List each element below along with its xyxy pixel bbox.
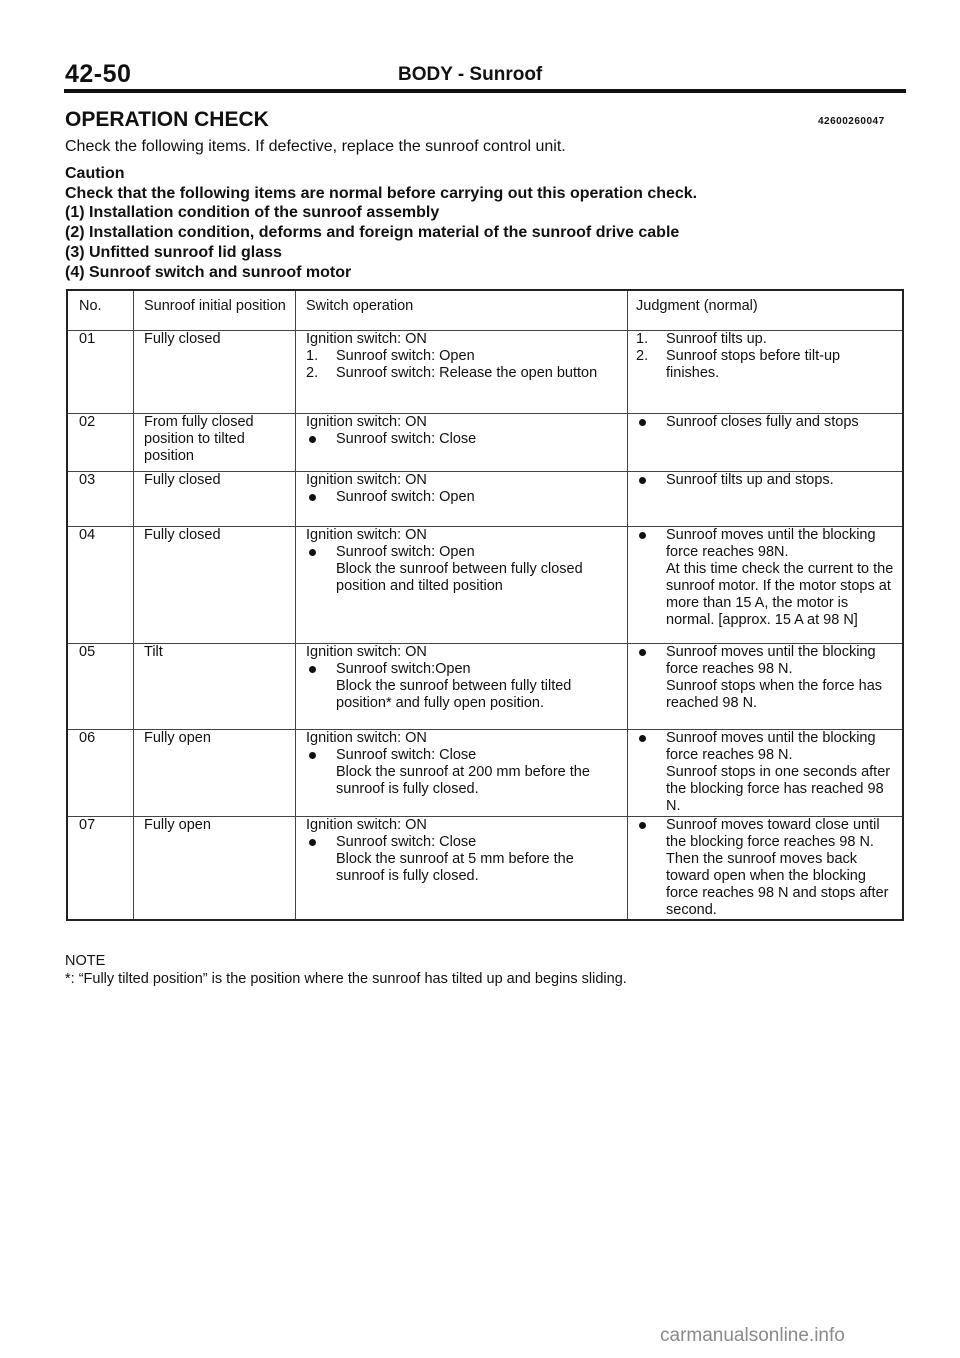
judgment-text: Sunroof stops when the force has reached 98 N. bbox=[666, 677, 883, 711]
judgment-item bbox=[636, 527, 896, 561]
judgment-text: Sunroof closes fully and stops bbox=[666, 413, 859, 430]
table-row bbox=[67, 643, 903, 729]
cell-no: 01 bbox=[67, 330, 134, 413]
judgment-item bbox=[636, 678, 896, 712]
cell-judgment bbox=[628, 413, 904, 471]
item-marker: 1. bbox=[636, 330, 649, 347]
cell-switch-operation bbox=[296, 729, 628, 816]
judgment-item bbox=[636, 348, 896, 382]
bullet-dot bbox=[639, 649, 646, 656]
bullet-dot bbox=[309, 666, 316, 673]
switch-text: Block the sunroof at 5 mm before the sunroof is fully closed. bbox=[336, 850, 574, 884]
header-no: No. bbox=[67, 290, 134, 330]
switch-item bbox=[306, 834, 621, 851]
switch-item bbox=[306, 851, 621, 885]
bullet-icon bbox=[636, 817, 666, 919]
bullet-dot bbox=[639, 477, 646, 484]
judgment-text: Sunroof stops before tilt-up finishes. bbox=[666, 347, 841, 381]
switch-item bbox=[306, 489, 621, 506]
bullet-icon bbox=[306, 661, 336, 678]
switch-item bbox=[306, 365, 621, 382]
watermark: carmanualsonline.info bbox=[660, 1325, 845, 1346]
bullet-dot bbox=[309, 549, 316, 556]
table-row bbox=[67, 413, 903, 471]
bullet-icon bbox=[636, 414, 666, 431]
switch-text: Block the sunroof between fully tilted position* and fully open position. bbox=[336, 677, 572, 711]
cell-initial-position: Fully open bbox=[134, 816, 296, 920]
switch-head: Ignition switch: ON bbox=[306, 643, 427, 660]
switch-item bbox=[306, 661, 621, 678]
item-marker bbox=[306, 764, 336, 798]
caution-line: (1) Installation condition of the sunroof assembly bbox=[65, 204, 440, 222]
cell-judgment bbox=[628, 643, 904, 729]
switch-text: Sunroof switch: Release the open button bbox=[336, 364, 598, 381]
item-marker bbox=[636, 764, 666, 815]
switch-head: Ignition switch: ON bbox=[306, 729, 427, 746]
bullet-dot bbox=[639, 822, 646, 829]
judgment-item bbox=[636, 561, 896, 629]
item-marker bbox=[306, 851, 336, 885]
caution-line: (4) Sunroof switch and sunroof motor bbox=[65, 263, 352, 281]
switch-head: Ignition switch: ON bbox=[306, 526, 427, 543]
cell-switch-operation bbox=[296, 413, 628, 471]
cell-initial-position: Fully open bbox=[134, 729, 296, 816]
bullet-icon bbox=[636, 527, 666, 561]
switch-item bbox=[306, 678, 621, 712]
judgment-item bbox=[636, 730, 896, 764]
caution-label: Caution bbox=[65, 165, 125, 182]
item-marker bbox=[306, 561, 336, 595]
operation-check-table bbox=[66, 289, 904, 921]
judgment-item bbox=[636, 644, 896, 678]
cell-judgment bbox=[628, 330, 904, 413]
bullet-dot bbox=[309, 752, 316, 759]
switch-text: Sunroof switch: Close bbox=[336, 746, 477, 763]
table-row bbox=[67, 816, 903, 920]
cell-switch-operation bbox=[296, 471, 628, 526]
page-number: 42-50 bbox=[65, 60, 132, 88]
bullet-icon bbox=[306, 544, 336, 561]
table-row bbox=[67, 330, 903, 413]
cell-initial-position: From fully closed position to tilted position bbox=[134, 413, 296, 471]
switch-item bbox=[306, 764, 621, 798]
caution-line: Check that the following items are normal before carrying out this operation check. bbox=[65, 184, 698, 202]
cell-no: 04 bbox=[67, 526, 134, 643]
table-row bbox=[67, 526, 903, 643]
header-title: BODY - Sunroof bbox=[398, 64, 543, 85]
note-text: *: “Fully tilted position” is the position where the sunroof has tilted up and begins sliding. bbox=[65, 971, 627, 987]
switch-text: Sunroof switch: Close bbox=[336, 833, 477, 850]
caution-line: (2) Installation condition, deforms and foreign material of the sunroof drive cable bbox=[65, 224, 680, 242]
cell-no: 02 bbox=[67, 413, 134, 471]
cell-switch-operation bbox=[296, 330, 628, 413]
switch-item bbox=[306, 747, 621, 764]
bullet-icon bbox=[636, 730, 666, 764]
judgment-item bbox=[636, 331, 896, 348]
switch-head: Ignition switch: ON bbox=[306, 471, 427, 488]
judgment-text: Sunroof moves until the blocking force reaches 98 N. bbox=[666, 643, 876, 677]
bullet-dot bbox=[309, 494, 316, 501]
judgment-item bbox=[636, 764, 896, 815]
judgment-text: Sunroof tilts up and stops. bbox=[666, 471, 834, 488]
item-marker: 1. bbox=[306, 347, 319, 364]
bullet-icon bbox=[636, 472, 666, 489]
judgment-item bbox=[636, 817, 896, 919]
caution-block bbox=[65, 164, 697, 282]
switch-text: Block the sunroof between fully closed position and tilted position bbox=[336, 560, 583, 594]
bullet-icon bbox=[306, 747, 336, 764]
switch-head: Ignition switch: ON bbox=[306, 413, 427, 430]
table-body bbox=[67, 330, 903, 920]
table-row bbox=[67, 729, 903, 816]
switch-item bbox=[306, 561, 621, 595]
header-judgment: Judgment (normal) bbox=[628, 290, 904, 330]
table-header-row bbox=[67, 290, 903, 330]
judgment-text: At this time check the current to the sunroof motor. If the motor stops at more than 15 A, the motor is normal. [approx. 15 A at 98 N] bbox=[666, 560, 894, 628]
section-code: 42600260047 bbox=[818, 116, 885, 127]
cell-judgment bbox=[628, 526, 904, 643]
cell-judgment bbox=[628, 816, 904, 920]
bullet-dot bbox=[639, 735, 646, 742]
cell-initial-position: Tilt bbox=[134, 643, 296, 729]
switch-text: Sunroof switch: Close bbox=[336, 430, 477, 447]
switch-item bbox=[306, 348, 621, 365]
cell-switch-operation bbox=[296, 643, 628, 729]
judgment-text: Sunroof moves toward close until the blocking force reaches 98 N. Then the sunroof moves back toward open when the blocking force reaches 98 N and stops after second. bbox=[666, 816, 889, 918]
bullet-dot bbox=[309, 436, 316, 443]
judgment-item bbox=[636, 472, 896, 489]
bullet-icon bbox=[636, 644, 666, 678]
cell-initial-position: Fully closed bbox=[134, 330, 296, 413]
header-rule bbox=[64, 89, 906, 93]
section-title: OPERATION CHECK bbox=[65, 108, 269, 131]
cell-switch-operation bbox=[296, 526, 628, 643]
table-row bbox=[67, 471, 903, 526]
switch-text: Block the sunroof at 200 mm before the sunroof is fully closed. bbox=[336, 763, 590, 797]
judgment-text: Sunroof tilts up. bbox=[666, 330, 767, 347]
judgment-text: Sunroof moves until the blocking force reaches 98N. bbox=[666, 526, 876, 560]
intro-text: Check the following items. If defective, replace the sunroof control unit. bbox=[65, 138, 566, 155]
bullet-dot bbox=[639, 419, 646, 426]
header-switch-operation: Switch operation bbox=[296, 290, 628, 330]
switch-text: Sunroof switch: Open bbox=[336, 488, 475, 505]
item-marker: 2. bbox=[636, 347, 649, 364]
item-marker bbox=[636, 561, 666, 629]
switch-head: Ignition switch: ON bbox=[306, 816, 427, 833]
judgment-item bbox=[636, 414, 896, 431]
bullet-dot bbox=[639, 532, 646, 539]
bullet-icon bbox=[306, 489, 336, 506]
bullet-icon bbox=[306, 431, 336, 448]
cell-no: 07 bbox=[67, 816, 134, 920]
switch-head: Ignition switch: ON bbox=[306, 330, 427, 347]
header-initial-position: Sunroof initial position bbox=[134, 290, 296, 330]
cell-judgment bbox=[628, 729, 904, 816]
cell-no: 06 bbox=[67, 729, 134, 816]
judgment-text: Sunroof stops in one seconds after the blocking force has reached 98 N. bbox=[666, 763, 891, 814]
switch-text: Sunroof switch: Open bbox=[336, 347, 475, 364]
cell-no: 03 bbox=[67, 471, 134, 526]
caution-line: (3) Unfitted sunroof lid glass bbox=[65, 243, 282, 261]
cell-switch-operation bbox=[296, 816, 628, 920]
item-marker bbox=[636, 678, 666, 712]
switch-text: Sunroof switch:Open bbox=[336, 660, 471, 677]
cell-no: 05 bbox=[67, 643, 134, 729]
note-label: NOTE bbox=[65, 953, 106, 969]
item-marker bbox=[306, 678, 336, 712]
item-marker: 2. bbox=[306, 364, 319, 381]
switch-item bbox=[306, 544, 621, 561]
cell-initial-position: Fully closed bbox=[134, 471, 296, 526]
cell-initial-position: Fully closed bbox=[134, 526, 296, 643]
bullet-icon bbox=[306, 834, 336, 851]
switch-item bbox=[306, 431, 621, 448]
judgment-text: Sunroof moves until the blocking force reaches 98 N. bbox=[666, 729, 876, 763]
bullet-dot bbox=[309, 839, 316, 846]
cell-judgment bbox=[628, 471, 904, 526]
switch-text: Sunroof switch: Open bbox=[336, 543, 475, 560]
